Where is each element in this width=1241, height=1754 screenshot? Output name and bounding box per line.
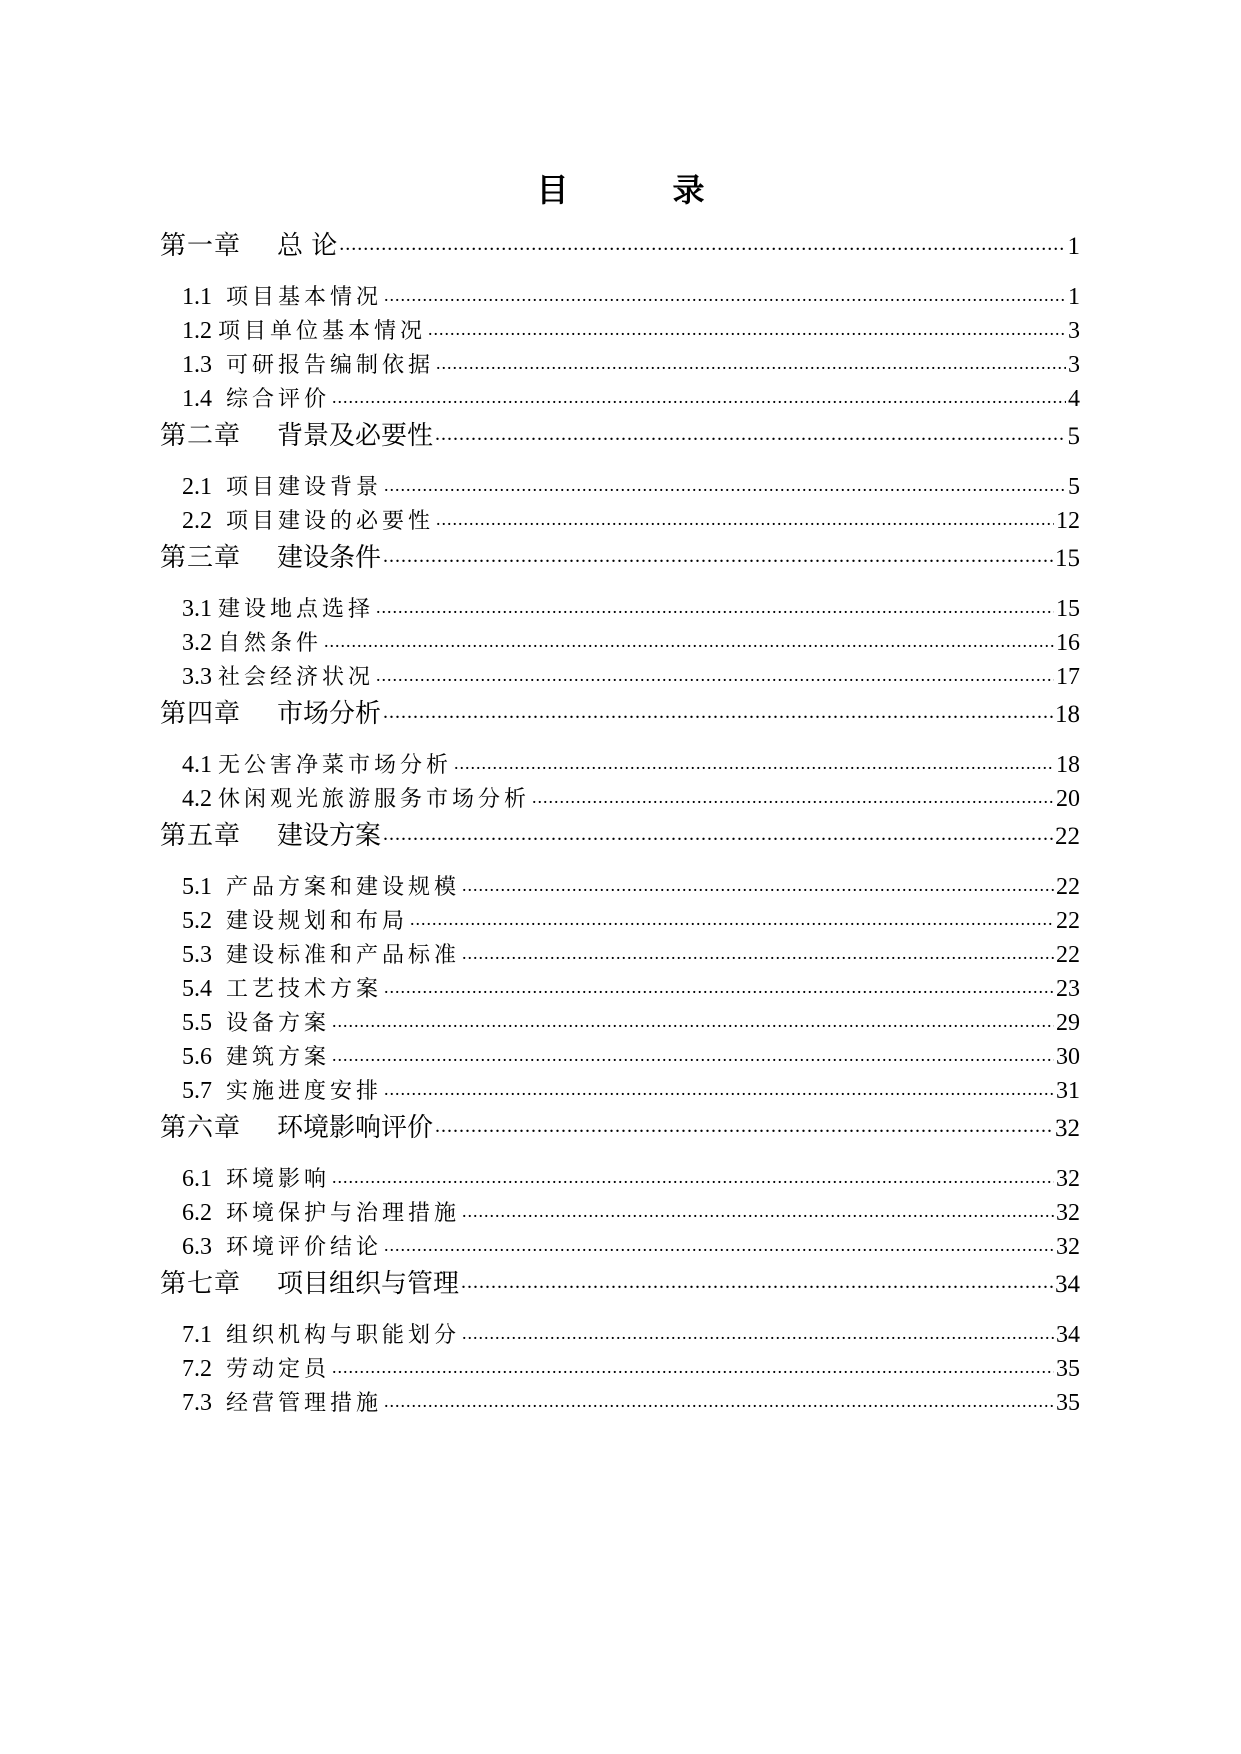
toc-entry-label bbox=[182, 348, 434, 379]
toc-title: 目 录 bbox=[536, 171, 741, 209]
chapter-number: 第六章 bbox=[160, 1113, 242, 1143]
chapter-number: 第一章 bbox=[160, 231, 242, 261]
chapter-number: 第五章 bbox=[160, 821, 242, 851]
toc-chapter-1[interactable] bbox=[160, 225, 1080, 262]
dot-leader bbox=[436, 506, 1054, 528]
chapter-number: 第四章 bbox=[160, 699, 242, 729]
toc-section-6-2[interactable] bbox=[182, 1196, 1080, 1227]
section-title: 设备方案 bbox=[226, 1011, 331, 1036]
dot-leader bbox=[462, 1320, 1054, 1342]
section-title: 环境评价结论 bbox=[226, 1235, 383, 1260]
toc-entry-label bbox=[182, 470, 382, 501]
chapter-title: 背景及必要性 bbox=[277, 421, 434, 451]
dot-leader bbox=[383, 696, 1053, 722]
section-number: 5.4 bbox=[182, 976, 212, 1002]
section-title: 社会经济状况 bbox=[218, 665, 375, 690]
toc-entry-label bbox=[182, 1386, 382, 1417]
toc-entry-label bbox=[182, 660, 374, 691]
page-number: 18 bbox=[1055, 701, 1080, 728]
toc-entry-label bbox=[182, 870, 460, 901]
section-number: 7.3 bbox=[182, 1390, 212, 1416]
dot-leader bbox=[384, 1076, 1054, 1098]
toc-entry-label bbox=[182, 1162, 330, 1193]
dot-leader bbox=[384, 974, 1054, 996]
dot-leader bbox=[332, 384, 1066, 406]
page-number: 17 bbox=[1056, 664, 1080, 690]
toc-entry-label bbox=[182, 1196, 460, 1227]
toc-entry-label bbox=[182, 748, 452, 779]
section-title: 休闲观光旅游服务市场分析 bbox=[218, 787, 531, 812]
chapter-number: 第二章 bbox=[160, 421, 242, 451]
chapter-title: 总 论 bbox=[277, 231, 338, 261]
dot-leader bbox=[332, 1354, 1054, 1376]
page-number: 22 bbox=[1056, 908, 1080, 934]
page-number: 22 bbox=[1056, 942, 1080, 968]
chapter-number: 第七章 bbox=[160, 1269, 242, 1299]
dot-leader bbox=[384, 472, 1066, 494]
page-number: 1 bbox=[1067, 233, 1080, 260]
toc-section-5-5[interactable] bbox=[182, 1006, 1080, 1037]
section-number: 1.4 bbox=[182, 386, 212, 412]
section-title: 环境保护与治理措施 bbox=[226, 1201, 461, 1226]
page-number: 1 bbox=[1068, 284, 1080, 310]
toc-section-3-1[interactable] bbox=[182, 592, 1080, 623]
page-number: 3 bbox=[1068, 352, 1080, 378]
toc-section-3-3[interactable] bbox=[182, 660, 1080, 691]
toc-section-1-2[interactable] bbox=[182, 314, 1080, 345]
section-title: 可研报告编制依据 bbox=[226, 353, 435, 378]
toc-entry-label bbox=[160, 693, 381, 730]
toc-entry-label bbox=[182, 1040, 330, 1071]
dot-leader bbox=[435, 418, 1065, 444]
toc-section-2-2[interactable] bbox=[182, 504, 1080, 535]
toc-entry-label bbox=[182, 626, 322, 657]
section-number: 1.1 bbox=[182, 284, 212, 310]
section-title: 组织机构与职能划分 bbox=[226, 1323, 461, 1348]
section-number: 1.2 bbox=[182, 318, 212, 344]
section-title: 建设规划和布局 bbox=[226, 909, 409, 934]
toc-entry-label bbox=[182, 1074, 382, 1105]
dot-leader bbox=[410, 906, 1054, 928]
page-number: 5 bbox=[1068, 474, 1080, 500]
dot-leader bbox=[376, 594, 1054, 616]
section-title: 劳动定员 bbox=[226, 1357, 331, 1382]
toc-entry-label bbox=[182, 1318, 460, 1349]
toc-entry-label bbox=[160, 225, 337, 262]
toc-entry-label bbox=[182, 1230, 382, 1261]
section-title: 项目建设背景 bbox=[226, 475, 383, 500]
toc-entry-label bbox=[182, 782, 530, 813]
page-number: 5 bbox=[1067, 423, 1080, 450]
page-number: 32 bbox=[1056, 1234, 1080, 1260]
section-number: 5.6 bbox=[182, 1044, 212, 1070]
toc-section-1-3[interactable] bbox=[182, 348, 1080, 379]
toc-chapter-4[interactable] bbox=[160, 693, 1080, 730]
page-number: 16 bbox=[1056, 630, 1080, 656]
page-number: 30 bbox=[1056, 1044, 1080, 1070]
toc-section-2-1[interactable] bbox=[182, 470, 1080, 501]
toc-section-7-3[interactable] bbox=[182, 1386, 1080, 1417]
section-title: 项目基本情况 bbox=[226, 285, 383, 310]
page-number: 23 bbox=[1056, 976, 1080, 1002]
toc-section-7-2[interactable] bbox=[182, 1352, 1080, 1383]
section-number: 5.5 bbox=[182, 1010, 212, 1036]
page-number: 3 bbox=[1068, 318, 1080, 344]
section-title: 建筑方案 bbox=[226, 1045, 331, 1070]
dot-leader bbox=[462, 940, 1054, 962]
toc-entry-label bbox=[182, 280, 382, 311]
page-number: 32 bbox=[1056, 1200, 1080, 1226]
page-number: 12 bbox=[1056, 508, 1080, 534]
dot-leader bbox=[384, 282, 1066, 304]
dot-leader bbox=[435, 1110, 1053, 1136]
toc-entry-label bbox=[160, 1263, 459, 1300]
toc-section-1-1[interactable] bbox=[182, 280, 1080, 311]
dot-leader bbox=[376, 662, 1054, 684]
toc-section-5-6[interactable] bbox=[182, 1040, 1080, 1071]
toc-section-5-7[interactable] bbox=[182, 1074, 1080, 1105]
toc-entry-label bbox=[160, 815, 381, 852]
section-number: 7.2 bbox=[182, 1356, 212, 1382]
dot-leader bbox=[436, 350, 1066, 372]
page-number: 29 bbox=[1056, 1010, 1080, 1036]
dot-leader bbox=[383, 540, 1053, 566]
dot-leader bbox=[428, 316, 1066, 338]
chapter-title: 项目组织与管理 bbox=[277, 1269, 460, 1299]
toc-section-5-2[interactable] bbox=[182, 904, 1080, 935]
toc-section-5-3[interactable] bbox=[182, 938, 1080, 969]
dot-leader bbox=[324, 628, 1054, 650]
toc-section-4-2[interactable] bbox=[182, 782, 1080, 813]
toc-section-3-2[interactable] bbox=[182, 626, 1080, 657]
dot-leader bbox=[532, 784, 1054, 806]
dot-leader bbox=[332, 1042, 1054, 1064]
toc-chapter-2[interactable] bbox=[160, 415, 1080, 452]
section-title: 环境影响 bbox=[226, 1167, 331, 1192]
toc-section-7-1[interactable] bbox=[182, 1318, 1080, 1349]
section-number: 2.2 bbox=[182, 508, 212, 534]
section-title: 工艺技术方案 bbox=[226, 977, 383, 1002]
page-number: 35 bbox=[1056, 1356, 1080, 1382]
section-title: 项目建设的必要性 bbox=[226, 509, 435, 534]
dot-leader bbox=[462, 1198, 1054, 1220]
toc-entry-label bbox=[182, 904, 408, 935]
toc-entry-label bbox=[182, 314, 426, 345]
page-number: 22 bbox=[1056, 874, 1080, 900]
toc-section-4-1[interactable] bbox=[182, 748, 1080, 779]
toc-entry-label bbox=[182, 504, 434, 535]
section-number: 7.1 bbox=[182, 1322, 212, 1348]
toc-entry-label bbox=[182, 938, 460, 969]
toc-section-1-4[interactable] bbox=[182, 382, 1080, 413]
section-number: 5.2 bbox=[182, 908, 212, 934]
chapter-title: 建设方案 bbox=[277, 821, 382, 851]
section-number: 4.1 bbox=[182, 752, 212, 778]
section-number: 5.7 bbox=[182, 1078, 212, 1104]
toc-entry-label bbox=[182, 1006, 330, 1037]
toc-entry-label bbox=[182, 592, 374, 623]
chapter-title: 环境影响评价 bbox=[277, 1113, 434, 1143]
page-number: 15 bbox=[1056, 596, 1080, 622]
chapter-number: 第三章 bbox=[160, 543, 242, 573]
chapter-title: 建设条件 bbox=[277, 543, 382, 573]
dot-leader bbox=[384, 1232, 1054, 1254]
toc-section-5-4[interactable] bbox=[182, 972, 1080, 1003]
section-number: 6.3 bbox=[182, 1234, 212, 1260]
page-number: 34 bbox=[1055, 1271, 1080, 1298]
section-title: 综合评价 bbox=[226, 387, 331, 412]
section-title: 建设标准和产品标准 bbox=[226, 943, 461, 968]
dot-leader bbox=[332, 1164, 1054, 1186]
section-number: 1.3 bbox=[182, 352, 212, 378]
dot-leader bbox=[384, 1388, 1054, 1410]
page-number: 22 bbox=[1055, 823, 1080, 850]
toc-entry-label bbox=[182, 972, 382, 1003]
toc-entry-label bbox=[160, 415, 433, 452]
page-number: 18 bbox=[1056, 752, 1080, 778]
section-title: 实施进度安排 bbox=[226, 1079, 383, 1104]
section-title: 经营管理措施 bbox=[226, 1391, 383, 1416]
page-number: 32 bbox=[1056, 1166, 1080, 1192]
section-title: 建设地点选择 bbox=[218, 597, 375, 622]
section-title: 无公害净菜市场分析 bbox=[218, 753, 453, 778]
section-title: 产品方案和建设规模 bbox=[226, 875, 461, 900]
toc-entry-label bbox=[182, 382, 330, 413]
page-number: 15 bbox=[1055, 545, 1080, 572]
dot-leader bbox=[339, 228, 1065, 254]
section-number: 2.1 bbox=[182, 474, 212, 500]
section-number: 3.3 bbox=[182, 664, 212, 690]
toc-chapter-5[interactable] bbox=[160, 815, 1080, 852]
section-number: 6.2 bbox=[182, 1200, 212, 1226]
chapter-title: 市场分析 bbox=[277, 699, 382, 729]
page-number: 35 bbox=[1056, 1390, 1080, 1416]
section-title: 自然条件 bbox=[218, 631, 323, 656]
page-number: 31 bbox=[1056, 1078, 1080, 1104]
toc-entry-label bbox=[160, 1107, 433, 1144]
toc-chapter-3[interactable] bbox=[160, 537, 1080, 574]
toc-section-5-1[interactable] bbox=[182, 870, 1080, 901]
section-number: 3.2 bbox=[182, 630, 212, 656]
section-number: 6.1 bbox=[182, 1166, 212, 1192]
page-number: 32 bbox=[1055, 1115, 1080, 1142]
page-number: 4 bbox=[1068, 386, 1080, 412]
toc-chapter-7[interactable] bbox=[160, 1263, 1080, 1300]
page-number: 34 bbox=[1056, 1322, 1080, 1348]
toc-entry-label bbox=[182, 1352, 330, 1383]
toc-chapter-6[interactable] bbox=[160, 1107, 1080, 1144]
section-number: 5.3 bbox=[182, 942, 212, 968]
page-number: 20 bbox=[1056, 786, 1080, 812]
dot-leader bbox=[383, 818, 1053, 844]
section-title: 项目单位基本情况 bbox=[218, 319, 427, 344]
section-number: 4.2 bbox=[182, 786, 212, 812]
dot-leader bbox=[454, 750, 1054, 772]
dot-leader bbox=[461, 1266, 1053, 1292]
toc-section-6-1[interactable] bbox=[182, 1162, 1080, 1193]
section-number: 5.1 bbox=[182, 874, 212, 900]
dot-leader bbox=[332, 1008, 1054, 1030]
toc-section-6-3[interactable] bbox=[182, 1230, 1080, 1261]
toc-entry-label bbox=[160, 537, 381, 574]
section-number: 3.1 bbox=[182, 596, 212, 622]
dot-leader bbox=[462, 872, 1054, 894]
